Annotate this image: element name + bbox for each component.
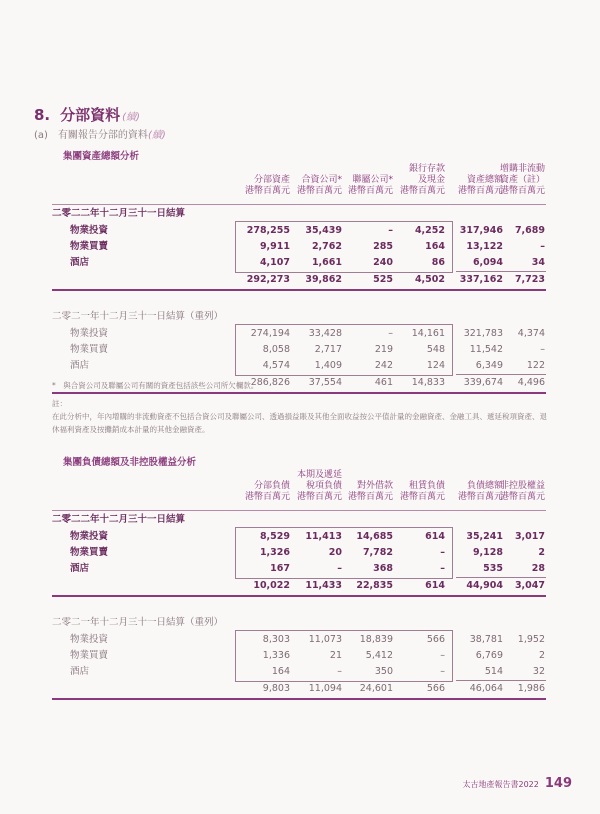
total-value: 4,502 [414,274,445,285]
cell-value: 7,689 [514,225,545,236]
cell-value: 8,303 [262,634,290,645]
cell-value: 7,782 [362,547,393,558]
cell-value: – [388,328,393,339]
header-line-1 [348,164,393,175]
total-value: 22,835 [356,580,393,591]
segment-box [235,630,453,682]
header-line-1 [245,164,290,175]
header-unit: 港幣百萬元 [499,492,545,502]
note-label: 註： [52,399,67,408]
header-rule [52,204,546,205]
bottom-rule [52,392,546,394]
period-label: 二零二一年十二月三十一日結算（重列） [52,617,224,628]
cell-value: 1,326 [259,547,290,558]
section-continued: (續) [122,112,140,123]
header-line-2: 分部資產 [253,175,290,185]
period-label: 二零二二年十二月三十一日結算 [52,208,186,219]
period-heading [52,512,546,528]
header-unit: 港幣百萬元 [399,492,445,502]
total-value: 566 [426,683,445,694]
total-value: 10,022 [253,580,290,591]
cell-value: 2,762 [311,241,342,252]
row-label: 物業買賣 [70,344,109,355]
header-line-1 [500,470,545,481]
header-unit: 港幣百萬元 [296,492,342,502]
segment-box [235,221,453,273]
liabilities-table [52,470,546,694]
asterisk-footnote: * 與合資公司及聯屬公司有關的資產包括該些公司所欠欄款。 [52,381,259,390]
cell-value: – [440,563,445,574]
total-value: 614 [425,580,445,591]
cell-value: 20 [328,547,342,558]
cell-value: 32 [532,666,545,677]
column-header [245,164,290,197]
cell-value: 285 [373,241,393,252]
cell-value: 8,529 [259,531,290,542]
cell-value: 14,161 [411,328,445,339]
header-line-1: 增購非流動 [499,164,545,174]
cell-value: 6,094 [472,257,503,268]
cell-value: 5,412 [365,650,393,661]
row-label: 物業買賣 [70,241,109,252]
row-label: 酒店 [70,563,90,574]
cell-value: – [337,666,342,677]
section-title [34,104,140,125]
header-line-1 [458,164,503,175]
header-unit: 港幣百萬元 [499,186,545,196]
cell-value: 368 [373,563,393,574]
row-label: 物業投資 [70,634,109,645]
row-label: 酒店 [70,666,90,677]
cell-value: – [540,344,545,355]
period-label: 二零二一年十二月三十一日結算（重列） [52,311,224,322]
cell-value: 274,194 [250,328,290,339]
total-value: 11,094 [308,683,342,694]
section-name: 分部資料 [60,106,121,124]
total-value: 4,496 [517,377,545,388]
cell-value: 13,122 [466,241,503,252]
cell-value: 21 [329,650,342,661]
cell-value: – [388,225,393,236]
cell-value: 8,058 [262,344,290,355]
column-header [297,164,342,197]
subsection-title [34,126,166,141]
cell-value: 2 [538,547,545,558]
total-value: 24,601 [359,683,393,694]
cell-value: 6,349 [475,360,503,371]
segment-box [235,527,453,579]
cell-value: – [440,666,445,677]
header-unit: 港幣百萬元 [399,186,445,196]
header-line-1: 銀行存款 [408,164,445,174]
cell-value: 11,542 [469,344,503,355]
cell-value: 4,252 [414,225,445,236]
cell-value: 18,839 [359,634,393,645]
cell-value: 122 [526,360,545,371]
header-line-2: 及現金 [417,175,445,185]
note-text: 在此分析中，年內增購的非流動資產不包括合資公司及聯屬公司、透過損益賬及其他全面收益按公平值計量的金融資產、金融工具、遞延稅項資產、退休福利資產及按攤銷成本計量的其他金融資產。 [52,412,547,434]
row-label: 物業買賣 [70,650,109,661]
cell-value: – [440,547,445,558]
header-unit: 港幣百萬元 [244,492,290,502]
header-line-2: 聯屬公司* [352,175,393,185]
cell-value: – [440,650,445,661]
cell-value: 4,107 [259,257,290,268]
total-value: 3,047 [514,580,545,591]
cell-value: 242 [374,360,393,371]
cell-value: 614 [425,531,445,542]
total-value: 1,986 [517,683,545,694]
column-header [348,164,393,197]
bottom-rule [52,698,546,700]
header-unit: 港幣百萬元 [296,186,342,196]
cell-value: 164 [425,241,445,252]
header-unit: 港幣百萬元 [244,186,290,196]
subsection-label: (a) [34,130,48,141]
cell-value: – [337,563,342,574]
cell-value: 240 [373,257,393,268]
cell-value: 14,685 [356,531,393,542]
header-line-2: 資產總額 [466,175,503,185]
cell-value: 514 [484,666,503,677]
cell-value: 3,017 [514,531,545,542]
period-heading [52,309,546,325]
cell-value: 350 [374,666,393,677]
total-value: 461 [374,377,393,388]
period-heading [52,615,546,631]
cell-value: 2 [538,650,545,661]
period-heading [52,206,546,222]
header-line-2: 租賃負債 [408,481,445,491]
column-header [400,164,445,197]
cell-value: 34 [531,257,545,268]
cell-value: 4,574 [262,360,290,371]
cell-value: 219 [374,344,393,355]
cell-value: 278,255 [246,225,290,236]
cell-value: 86 [431,257,445,268]
cell-value: 4,374 [517,328,545,339]
cell-value: 9,128 [472,547,503,558]
header-line-1: 本期及遞延 [296,470,342,480]
column-header [500,164,545,197]
column-header [500,470,545,503]
total-value: 525 [373,274,393,285]
column-header [458,164,503,197]
total-value: 339,674 [463,377,503,388]
section-number: 8. [34,106,51,124]
cell-value: – [540,241,545,252]
row-label: 物業投資 [70,531,109,542]
bottom-rule [52,289,546,291]
subsection-continued: (續) [147,130,166,141]
cell-value: 535 [483,563,503,574]
cell-value: 6,769 [475,650,503,661]
total-row [52,272,546,288]
bottom-rule [52,595,546,597]
cell-value: 2,717 [314,344,342,355]
row-label: 物業投資 [70,328,109,339]
segment-box [235,324,453,376]
table-header [52,164,546,204]
cell-value: 11,413 [305,531,342,542]
cell-value: 1,952 [517,634,545,645]
header-line-2: 稅項負債 [305,481,342,491]
cell-value: 164 [271,666,290,677]
header-unit: 港幣百萬元 [347,492,393,502]
row-label: 酒店 [70,257,90,268]
header-line-1 [297,164,342,175]
header-line-2: 資產（註） [499,175,545,185]
assets-table-title: 集團資產總額分析 [63,151,140,162]
column-header [245,470,290,503]
total-row [52,578,546,594]
total-value: 37,554 [308,377,342,388]
header-line-1 [458,470,503,481]
total-value: 292,273 [246,274,290,285]
cell-value: 566 [426,634,445,645]
header-line-2: 分部負債 [253,481,290,491]
cell-value: 35,241 [466,531,503,542]
total-value: 9,803 [262,683,290,694]
header-rule [52,510,546,511]
total-value: 44,904 [466,580,503,591]
cell-value: 11,073 [308,634,342,645]
subsection-name: 有關報告分部的資料 [57,130,148,141]
report-name: 太古地產報告書2022 [462,780,539,789]
header-unit: 港幣百萬元 [347,186,393,196]
period-label: 二零二二年十二月三十一日結算 [52,514,186,525]
cell-value: 1,409 [314,360,342,371]
page-number: 149 [544,776,572,791]
page-footer [463,776,573,791]
cell-value: 9,911 [259,241,290,252]
header-unit: 港幣百萬元 [457,186,503,196]
total-row [52,681,546,697]
row-label: 物業買賣 [70,547,109,558]
header-line-1 [245,470,290,481]
cell-value: 548 [426,344,445,355]
header-line-1 [348,470,393,481]
cell-value: 317,946 [459,225,503,236]
header-line-2: 合資公司* [301,175,342,185]
total-value: 14,833 [411,377,445,388]
total-value: 11,433 [305,580,342,591]
header-line-2: 非控股權益 [499,481,545,491]
cell-value: 33,428 [308,328,342,339]
cell-value: 35,439 [305,225,342,236]
column-header [458,470,503,503]
cell-value: 321,783 [463,328,503,339]
total-value: 286,826 [250,377,290,388]
cell-value: 124 [426,360,445,371]
row-label: 酒店 [70,360,90,371]
header-line-1 [400,470,445,481]
column-header [297,470,342,503]
cell-value: 1,336 [262,650,290,661]
total-value: 46,064 [469,683,503,694]
total-value: 337,162 [459,274,503,285]
liabilities-table-title: 集團負債總額及非控股權益分析 [63,457,197,468]
column-header [348,470,393,503]
cell-value: 38,781 [469,634,503,645]
cell-value: 1,661 [311,257,342,268]
header-unit: 港幣百萬元 [457,492,503,502]
header-line-2: 負債總額 [466,481,503,491]
total-value: 7,723 [514,274,545,285]
header-line-2: 對外借款 [356,481,393,491]
table-header [52,470,546,510]
cell-value: 167 [270,563,290,574]
row-label: 物業投資 [70,225,109,236]
cell-value: 28 [531,563,545,574]
total-value: 39,862 [305,274,342,285]
column-header [400,470,445,503]
